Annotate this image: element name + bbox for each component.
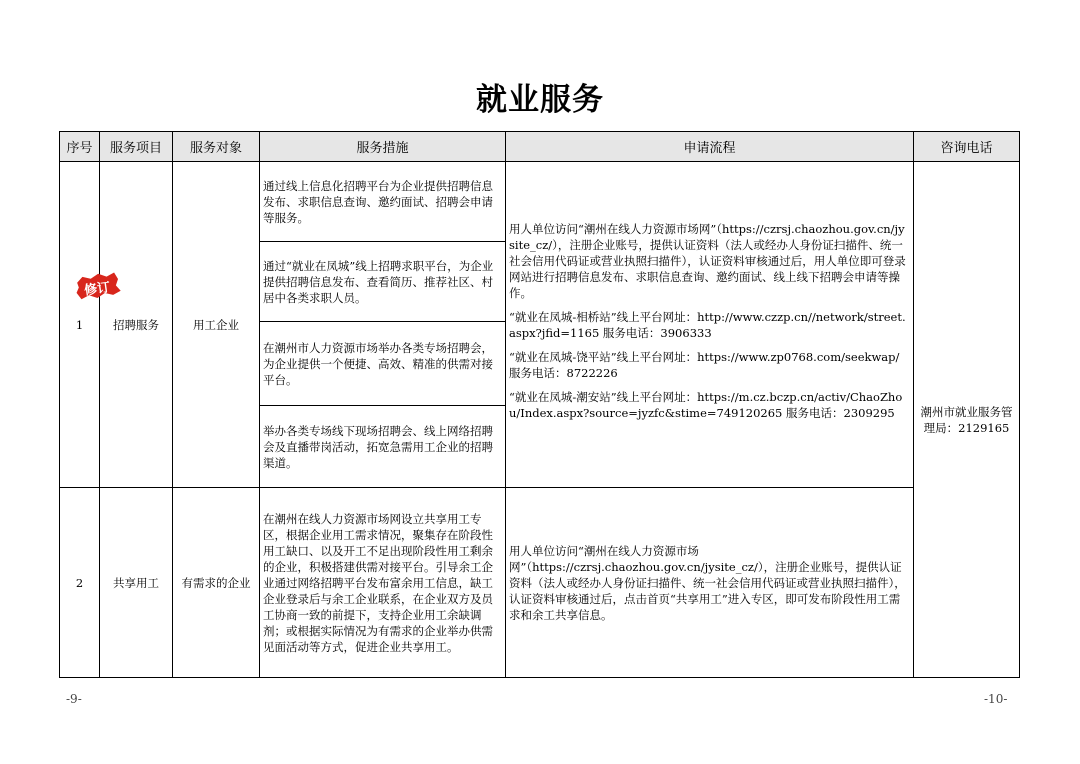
table-row — [60, 488, 1020, 678]
page-number-left: -9- — [66, 692, 82, 706]
table-row — [60, 162, 1020, 242]
row1-measure-2: 通过“就业在凤城”线上招聘求职平台，为企业提供招聘信息发布、查看简历、推荐社区、村居中各类求职人员。 — [260, 242, 506, 322]
header-no: 序号 — [60, 132, 100, 162]
row1-measure-1: 通过线上信息化招聘平台为企业提供招聘信息发布、求职信息查询、邀约面试、招聘会申请等服务。 — [260, 162, 506, 242]
row1-process-4: “就业在凤城-潮安站”线上平台网址：https://m.cz.bczp.cn/activ/ChaoZhou/Index.aspx?source=jyzfc&stime=749120265 服务电话：2309295 — [509, 389, 903, 420]
header-contact: 咨询电话 — [914, 132, 1020, 162]
row2-process-1: 用人单位访问“潮州在线人力资源市场网”（https://czrsj.chaozhou.gov.cn/jysite_cz/），注册企业账号，提供认证资料（法人或经办人身份证扫描件、统一社会信用代码证或营业执照扫描件），认证资料审核通过后，点击首页“共享用工”进入专区，即可发布阶段性用工需求和余工共享信息。 — [506, 488, 914, 678]
row1-no: 1 — [60, 162, 100, 488]
header-target: 服务对象 — [173, 132, 260, 162]
table-header-row — [60, 132, 1020, 162]
header-process: 申请流程 — [506, 132, 914, 162]
row2-item: 共享用工 — [100, 488, 173, 678]
row2-target: 有需求的企业 — [173, 488, 260, 678]
page-title: 就业服务 — [476, 82, 604, 118]
header-item: 服务项目 — [100, 132, 173, 162]
row1-target: 用工企业 — [173, 162, 260, 488]
stamp-text: 修订 — [83, 280, 112, 299]
header-measures: 服务措施 — [260, 132, 506, 162]
contact-cell: 潮州市就业服务管理局：2129165 — [914, 162, 1020, 678]
row1-measure-4: 举办各类专场线下现场招聘会、线上网络招聘会及直播带岗活动，拓宽急需用工企业的招聘渠道。 — [260, 406, 506, 488]
row1-item: 招聘服务 — [100, 162, 173, 488]
row1-process-1: 用人单位访问“潮州在线人力资源市场网”（https://czrsj.chaozhou.gov.cn/jysite_cz/），注册企业账号，提供认证资料（法人或经办人身份证扫描件、统一社会信用代码证或营业执照扫描件），认证资料审核通过后，用人单位即可登录网站进行招聘信息发布、求职信息查询、邀约面试、线上线下招聘会申请等操作。 — [509, 221, 906, 300]
row1-measure-3: 在潮州市人力资源市场举办各类专场招聘会，为企业提供一个便捷、高效、精准的供需对接平台。 — [260, 322, 506, 406]
row2-no: 2 — [60, 488, 100, 678]
row1-process — [506, 162, 914, 488]
row1-process-2: “就业在凤城-相桥站”线上平台网址：http://www.czzp.cn//network/street.aspx?jfid=1165 服务电话：3906333 — [509, 309, 906, 340]
row2-measure-1: 在潮州在线人力资源市场网设立共享用工专区，根据企业用工需求情况，聚集存在阶段性用工缺口、以及开工不足出现阶段性用工剩余的企业，积极搭建供需对接平台。引导余工企业通过网络招聘平台发布富余用工信息，缺工企业登录后与余工企业联系，在企业双方及员工协商一致的前提下，支持企业用工余缺调剂；或根据实际情况为有需求的企业举办供需见面活动等方式，促进企业共享用工。 — [260, 488, 506, 678]
row1-process-3: “就业在凤城-饶平站”线上平台网址：https://www.zp0768.com/seekwap/ 服务电话：8722226 — [509, 349, 900, 380]
revision-stamp — [77, 275, 117, 299]
services-table — [59, 131, 1020, 678]
page-number-right: -10- — [984, 692, 1008, 706]
